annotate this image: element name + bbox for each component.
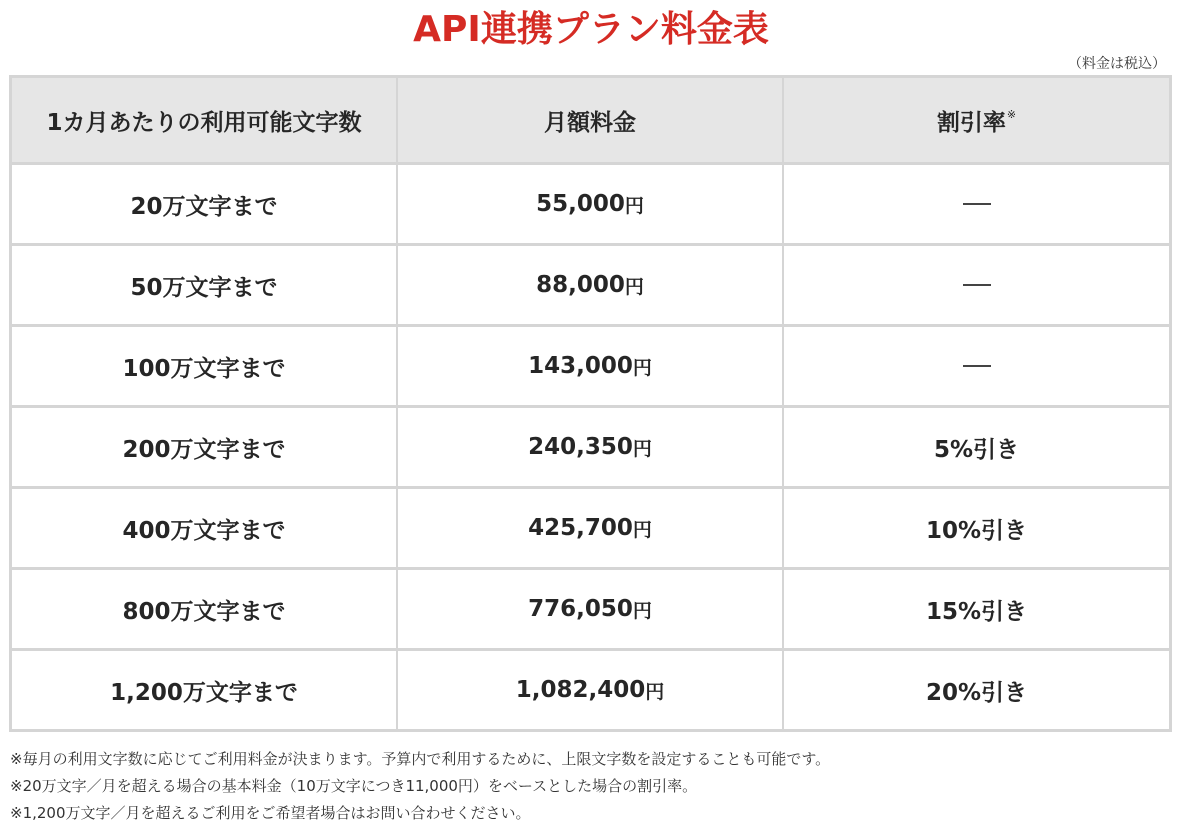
pricing-grid xyxy=(12,78,1169,729)
row-price xyxy=(398,165,782,243)
header-discount-rate xyxy=(784,78,1169,162)
row-discount xyxy=(784,327,1169,405)
footnote: ※毎月の利用文字数に応じてご利用料金が決まります。予算内で利用するために、上限文字数を設定することも可能です。 xyxy=(10,750,831,768)
no-discount-dash xyxy=(963,203,991,205)
price-value: 1,082,400 xyxy=(515,677,646,703)
row-discount: 15%引き xyxy=(784,570,1169,648)
header-discount-label: 割引率 xyxy=(936,109,1006,136)
row-char-count: 1,200万文字まで xyxy=(12,651,396,729)
no-discount-dash xyxy=(963,284,991,286)
row-char-count: 200万文字まで xyxy=(12,408,396,486)
row-price xyxy=(398,651,782,729)
price-value: 143,000 xyxy=(528,353,633,379)
pricing-table xyxy=(9,75,1172,732)
row-price xyxy=(398,246,782,324)
row-char-count: 50万文字まで xyxy=(12,246,396,324)
yen-unit: 円 xyxy=(632,518,652,541)
tax-included-note: （料金は税込） xyxy=(1068,56,1166,72)
row-char-count: 800万文字まで xyxy=(12,570,396,648)
yen-unit: 円 xyxy=(624,275,644,298)
yen-unit: 円 xyxy=(645,680,665,703)
header-discount-note-mark: ※ xyxy=(1006,107,1017,121)
header-char-count: 1カ月あたりの利用可能文字数 xyxy=(12,78,396,162)
price-value: 55,000 xyxy=(536,191,625,217)
row-discount: 5%引き xyxy=(784,408,1169,486)
row-price xyxy=(398,489,782,567)
footnote: ※1,200万文字／月を超えるご利用をご希望者場合はお問い合わせください。 xyxy=(10,804,531,822)
page-title: API連携プラン料金表 xyxy=(413,9,769,50)
header-monthly-fee: 月額料金 xyxy=(398,78,782,162)
row-discount xyxy=(784,246,1169,324)
row-price xyxy=(398,408,782,486)
row-char-count: 100万文字まで xyxy=(12,327,396,405)
yen-unit: 円 xyxy=(632,599,652,622)
row-discount xyxy=(784,165,1169,243)
row-char-count: 400万文字まで xyxy=(12,489,396,567)
no-discount-dash xyxy=(963,365,991,367)
price-value: 425,700 xyxy=(528,515,633,541)
price-value: 776,050 xyxy=(528,596,633,622)
row-discount: 20%引き xyxy=(784,651,1169,729)
row-price xyxy=(398,570,782,648)
footnote: ※20万文字／月を超える場合の基本料金（10万文字につき11,000円）をベースとした場合の割引率。 xyxy=(10,777,698,795)
footnotes xyxy=(10,746,830,827)
row-discount: 10%引き xyxy=(784,489,1169,567)
yen-unit: 円 xyxy=(632,356,652,379)
row-char-count: 20万文字まで xyxy=(12,165,396,243)
yen-unit: 円 xyxy=(632,437,652,460)
yen-unit: 円 xyxy=(624,194,644,217)
price-value: 88,000 xyxy=(536,272,625,298)
price-value: 240,350 xyxy=(528,434,633,460)
row-price xyxy=(398,327,782,405)
